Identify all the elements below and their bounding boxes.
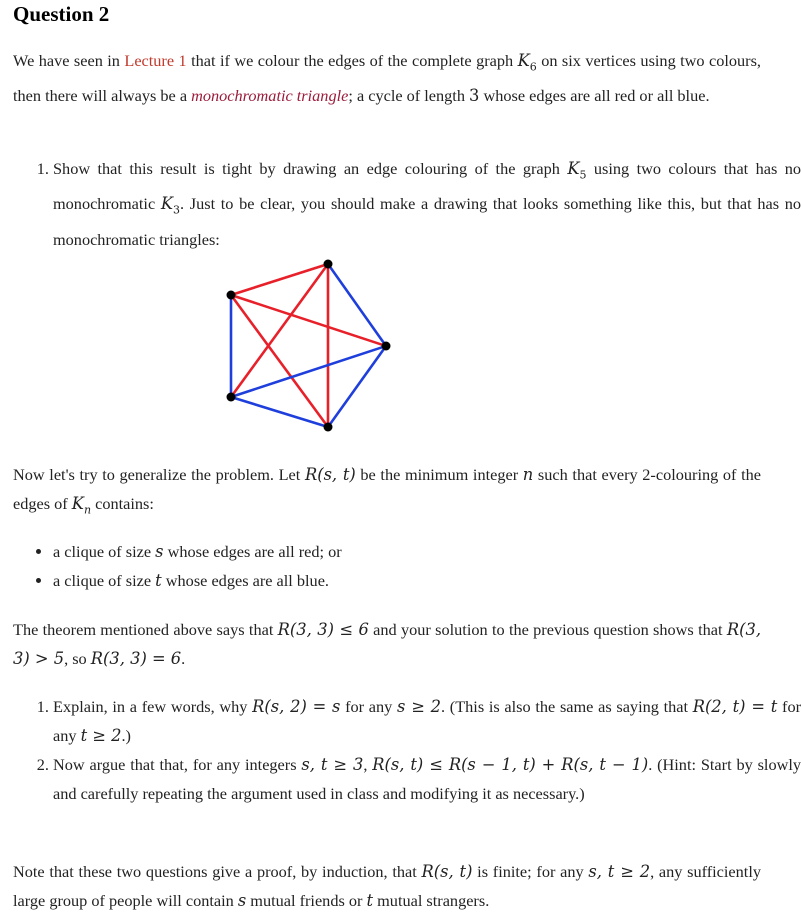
graph-vertex (227, 393, 236, 402)
k5-example-graph (203, 256, 403, 436)
graph-edge-red (231, 295, 328, 427)
graph-edge-red (231, 264, 328, 295)
list-item: • a clique of size s whose edges are all red; or (53, 537, 801, 566)
list-item: 2. Now argue that that, for any integers s, t ≥ 3, R(s, t) ≤ R(s − 1, t) + R(s, t − 1). (Hint: Start by slowly and carefully repeating the argument used in class and modifying it as necessary.) (53, 750, 801, 808)
lecture-link[interactable]: Lecture 1 (124, 51, 187, 70)
graph-vertex (324, 423, 333, 432)
theorem-paragraph: The theorem mentioned above says that R(3, 3) ≤ 6 and your solution to the previous question shows that R(3, 3) > 5, so R(3, 3) = 6. (13, 620, 761, 668)
graph-vertex (382, 342, 391, 351)
question-list-2 (13, 692, 801, 808)
intro-paragraph: We have seen in Lecture 1 that if we colour the edges of the complete graph $K_6$ on six vertices using two colours, then there will always be a monochromatic triangle; a cycle of length 3 whose edges are all red or all blue. (13, 51, 762, 106)
monochromatic-triangle-link[interactable]: monochromatic triangle (191, 86, 349, 106)
graph-vertex (227, 291, 236, 300)
graph-edge-blue (328, 346, 386, 427)
graph-edge-blue (231, 346, 386, 397)
graph-edge-red (231, 295, 386, 346)
list-item: 1. Show that this result is tight by drawing an edge colouring of the graph $K_5$ using two colours that has no monochromatic $K_3$. Just to be clear, you should make a drawing that looks something like this, but that has no monochromatic triangles: (53, 154, 801, 254)
list-item: 1. Explain, in a few words, why R(s, 2) = s for any s ≥ 2. (This is also the same as saying that R(2, t) = t for any t ≥ 2.) (53, 692, 801, 750)
list-item: • a clique of size t whose edges are all blue. (53, 566, 801, 595)
graph-edge-blue (328, 264, 386, 346)
graph-edge-red (231, 264, 328, 397)
graph-vertex (324, 260, 333, 269)
graph-edge-blue (231, 397, 328, 427)
generalize-paragraph: Now let's try to generalize the problem. Let R(s, t) be the minimum integer n such that every 2-colouring of the edges of $K_n$ contains: (13, 465, 762, 517)
clique-bullets (13, 537, 801, 595)
page-title: Question 2 (13, 2, 110, 26)
question-list-1 (13, 154, 801, 254)
note-paragraph: Note that these two questions give a proof, by induction, that R(s, t) is finite; for any s, t ≥ 2, any sufficiently large group of people will contain s mutual friends or t mutual strangers. (13, 862, 761, 910)
